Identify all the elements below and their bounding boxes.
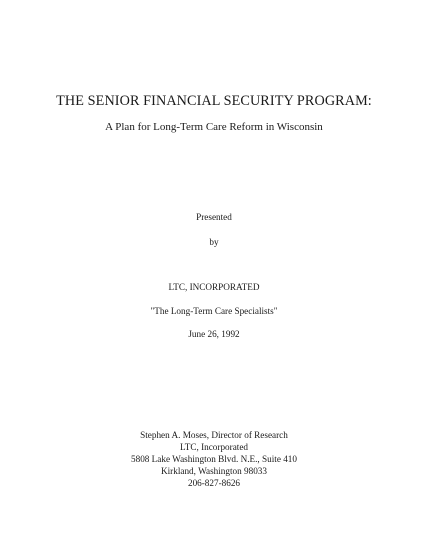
company-name: LTC, INCORPORATED (168, 282, 260, 292)
contact-company: LTC, Incorporated (179, 442, 249, 452)
document-subtitle: A Plan for Long-Term Care Reform in Wisconsin (105, 121, 323, 133)
document-title: THE SENIOR FINANCIAL SECURITY PROGRAM: (56, 93, 372, 109)
contact-block (0, 429, 428, 489)
contact-street: 5808 Lake Washington Blvd. N.E., Suite 410 (131, 454, 297, 464)
document-date: June 26, 1992 (188, 329, 240, 339)
contact-city: Kirkland, Washington 98033 (160, 466, 267, 476)
company-tagline: "The Long-Term Care Specialists" (150, 306, 278, 316)
by-label: by (209, 237, 219, 247)
contact-phone: 206-827-8626 (187, 478, 241, 488)
contact-name: Stephen A. Moses, Director of Research (140, 430, 288, 440)
presented-label: Presented (196, 212, 232, 222)
